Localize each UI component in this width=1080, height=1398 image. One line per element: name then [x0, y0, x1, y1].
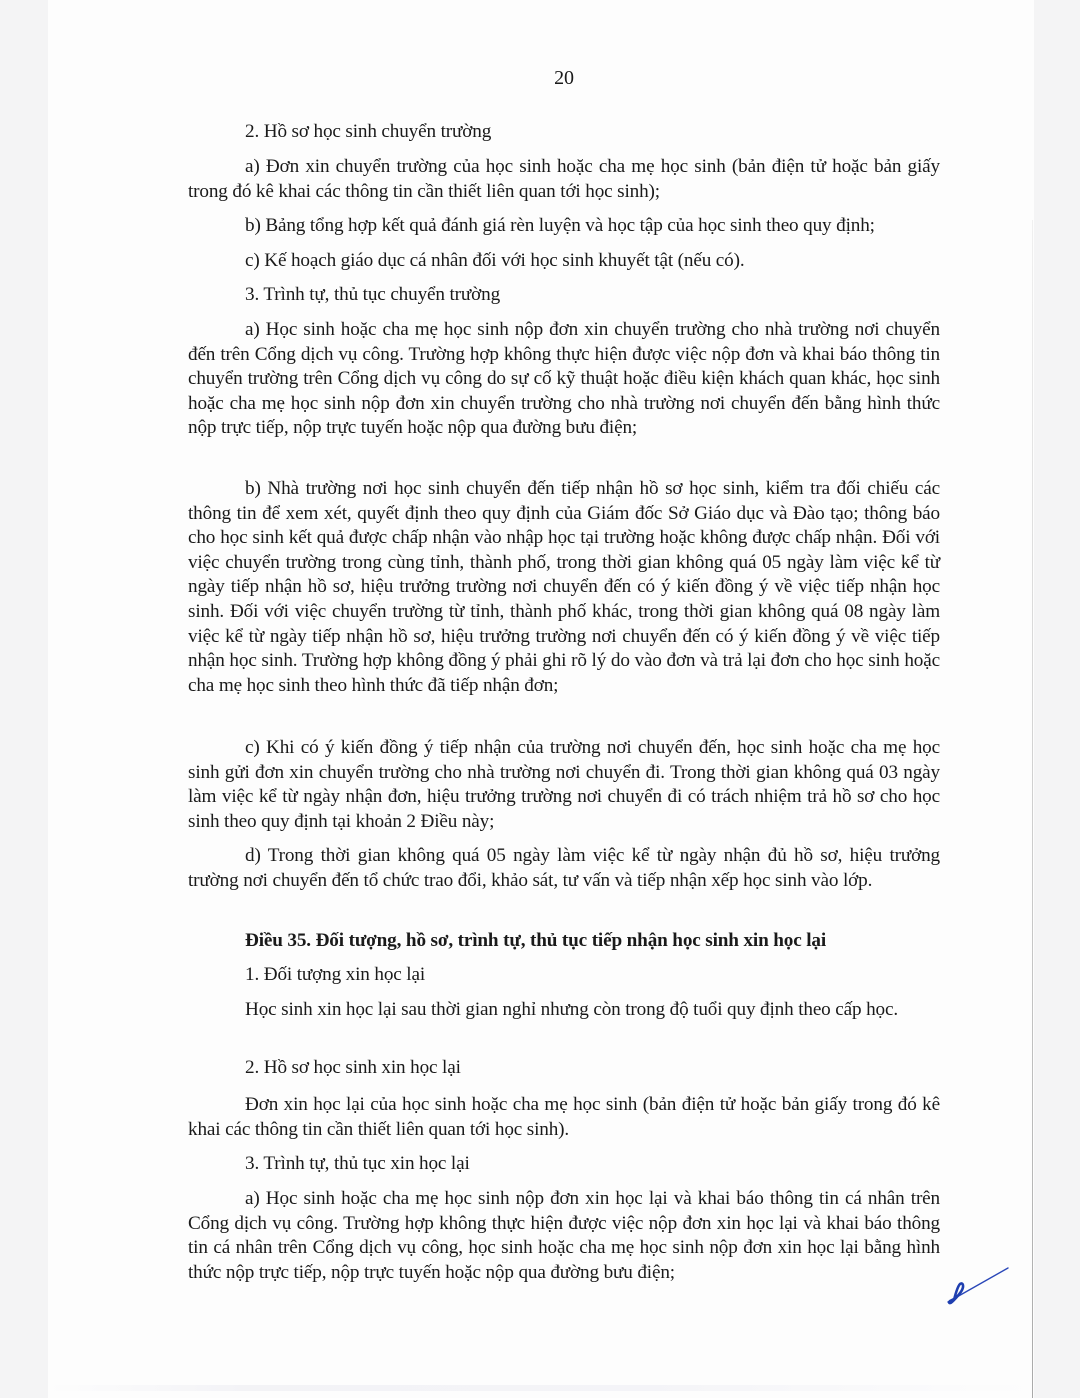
article-35-heading: Điều 35. Đối tượng, hồ sơ, trình tự, thủ tục tiếp nhận học sinh xin học lại — [245, 930, 827, 951]
section-3-item-d: d) Trong thời gian không quá 05 ngày làm việc kể từ ngày nhận đủ hồ sơ, hiệu trưởng trường nơi chuyển đến tổ chức trao đổi, khảo sát, tư vấn và tiếp nhận xếp học sinh vào lớp. — [188, 845, 940, 891]
section-3-item-c: c) Khi có ý kiến đồng ý tiếp nhận của trường nơi chuyển đến, học sinh hoặc cha mẹ học sinh gửi đơn xin chuyển trường cho nhà trường nơi chuyển đi. Trong thời gian không quá 03 ngày làm việc kể từ ngày nhận đơn, hiệu trưởng trường nơi chuyển đi có trách nhiệm trả hồ sơ cho học sinh theo quy định tại khoản 2 Điều này; — [188, 737, 940, 832]
article-35-section-3-item-a: a) Học sinh hoặc cha mẹ học sinh nộp đơn xin học lại và khai báo thông tin cá nhân trên Cổng dịch vụ công. Trường hợp không thực hiện được việc nộp đơn xin học lại và khai báo thông tin cá nhân trên Cổng dịch vụ công, học sinh hoặc cha mẹ học sinh nộp đơn xin học lại bằng hình thức nộp trực tiếp, nộp trực tuyến hoặc nộp qua đường bưu điện; — [188, 1188, 940, 1283]
initial-signature-icon — [942, 1262, 1014, 1312]
section-2-item-a: a) Đơn xin chuyển trường của học sinh hoặc cha mẹ học sinh (bản điện tử hoặc bản giấy trong đó kê khai các thông tin cần thiết liên quan tới học sinh); — [188, 156, 940, 202]
section-3-item-a: a) Học sinh hoặc cha mẹ học sinh nộp đơn xin chuyển trường cho nhà trường nơi chuyển đến trên Cổng dịch vụ công. Trường hợp không thực hiện được việc nộp đơn và khai báo thông tin chuyển trường trên Cổng dịch vụ công do sự cố kỹ thuật hoặc điều kiện khách quan khác, học sinh hoặc cha mẹ học sinh nộp đơn xin chuyển trường cho nhà trường nơi chuyển đến bằng hình thức nộp trực tiếp, nộp trực tuyến hoặc nộp qua đường bưu điện; — [188, 319, 940, 439]
article-35-section-3-title: 3. Trình tự, thủ tục xin học lại — [245, 1153, 470, 1174]
article-35-section-2-title: 2. Hồ sơ học sinh xin học lại — [245, 1057, 461, 1078]
section-2-title: 2. Hồ sơ học sinh chuyển trường — [245, 121, 492, 142]
article-35-section-2-body: Đơn xin học lại của học sinh hoặc cha mẹ học sinh (bản điện tử hoặc bản giấy trong đó kê khai các thông tin cần thiết liên quan tới học sinh). — [188, 1094, 940, 1140]
scan-artifact — [48, 1385, 1034, 1391]
article-35-section-1-title: 1. Đối tượng xin học lại — [245, 964, 426, 985]
section-2-item-c: c) Kế hoạch giáo dục cá nhân đối với học sinh khuyết tật (nếu có). — [245, 250, 745, 271]
section-3-title: 3. Trình tự, thủ tục chuyển trường — [245, 284, 501, 305]
section-3-item-b: b) Nhà trường nơi học sinh chuyển đến tiếp nhận hồ sơ học sinh, kiểm tra đối chiếu các thông tin để xem xét, quyết định theo quy định của Giám đốc Sở Giáo dục và Đào tạo; thông báo cho học sinh kết quả được chấp nhận vào nhập học tại trường hoặc không được chấp nhận. Đối với việc chuyển trường trong cùng tỉnh, thành phố, trong thời gian không quá 05 ngày làm việc kể từ ngày tiếp nhận hồ sơ, hiệu trưởng trường nơi chuyển đến có ý kiến đồng ý về việc tiếp nhận học sinh. Đối với việc chuyển trường từ tỉnh, thành phố khác, trong thời gian không quá 08 ngày làm việc kể từ ngày tiếp nhận hồ sơ, hiệu trưởng trường nơi chuyển đến có ý kiến đồng ý về việc tiếp nhận học sinh. Trường hợp không đồng ý phải ghi rõ lý do vào đơn và trả lại đơn cho học sinh hoặc cha mẹ học sinh theo hình thức đã tiếp nhận đơn; — [188, 478, 940, 696]
page-number: 20 — [554, 67, 574, 89]
section-2-item-b: b) Bảng tổng hợp kết quả đánh giá rèn luyện và học tập của học sinh theo quy định; — [245, 215, 875, 236]
page-edge-line — [1032, 220, 1033, 1398]
article-35-section-1-body: Học sinh xin học lại sau thời gian nghỉ nhưng còn trong độ tuổi quy định theo cấp học. — [245, 999, 898, 1020]
